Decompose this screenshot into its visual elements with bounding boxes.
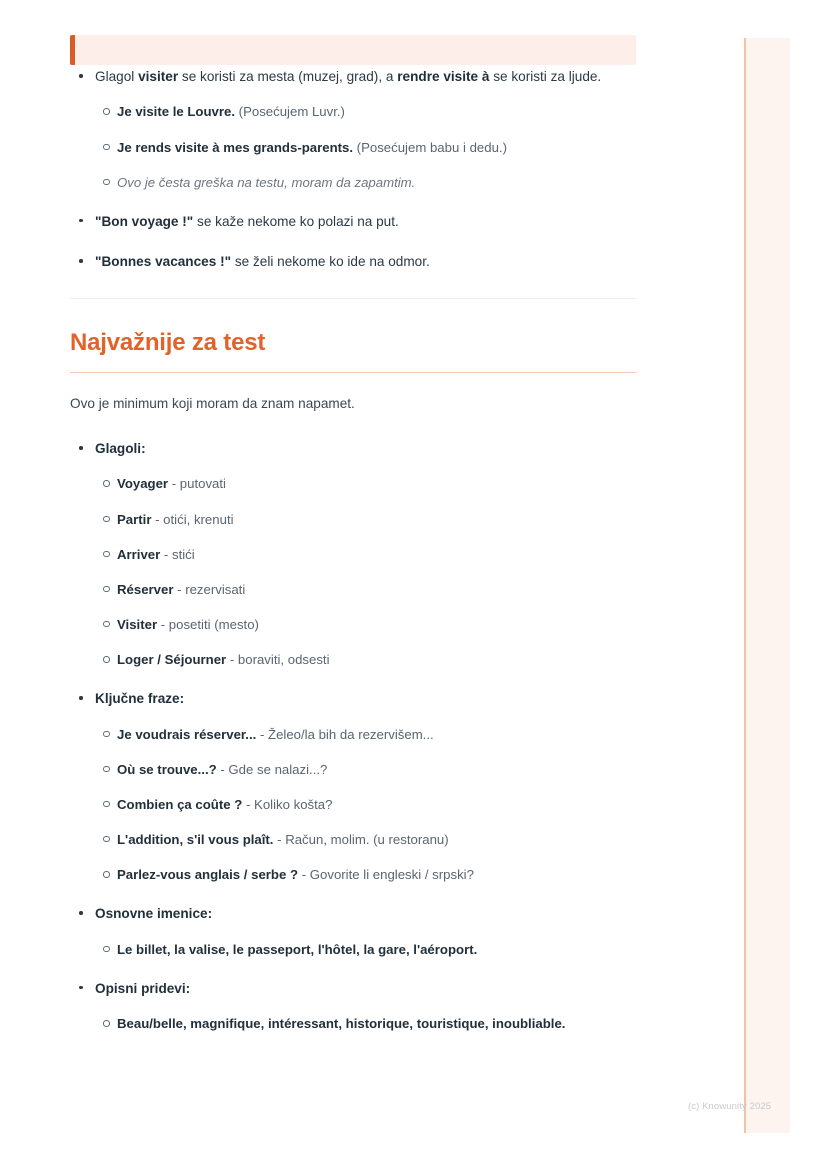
list-item [95, 473, 636, 494]
gloss-text: - rezervisati [173, 581, 246, 597]
term-text: Je rends visite à mes grands-parents. [117, 139, 354, 155]
term-text: Parlez-vous anglais / serbe ? [117, 867, 299, 883]
body-text: se koristi za mesta (muzej, grad), a [178, 69, 398, 84]
term-text: L'addition, s'il vous plaît. [117, 831, 274, 847]
gloss-text: - Gde se nalazi...? [216, 761, 328, 777]
body-text: se kaže nekome ko polazi na put. [193, 213, 399, 229]
term-text: Où se trouve...? [117, 761, 217, 777]
gloss-text: (Posećujem Luvr.) [235, 104, 345, 120]
term-text: Réserver [117, 581, 174, 597]
sub-list [95, 939, 636, 960]
sub-list [95, 473, 636, 670]
term-text: Combien ça coûte ? [117, 796, 243, 812]
term-text: Partir [117, 511, 152, 527]
list-item [95, 829, 636, 850]
section-intro: Ovo je minimum koji moram da znam napamet. [70, 396, 355, 412]
list-item [95, 509, 636, 530]
list-item [70, 902, 636, 960]
term-text: rendre visite à [397, 69, 490, 84]
right-decorative-panel [744, 38, 790, 1133]
highlight-callout [70, 35, 636, 65]
list-item [95, 759, 636, 780]
gloss-text: - posetiti (mesto) [157, 616, 259, 632]
gloss-text: - boraviti, odsesti [226, 652, 330, 668]
list-item [95, 939, 636, 960]
list-item [95, 137, 636, 158]
list-item [95, 864, 636, 885]
gloss-text: - Želeo/la bih da rezervišem... [256, 726, 434, 742]
term-text: Loger / Séjourner [117, 652, 227, 668]
sub-list [95, 724, 636, 886]
term-text: Voyager [117, 476, 169, 492]
gloss-text: - Koliko košta? [242, 796, 333, 812]
term-text: visiter [138, 69, 179, 84]
intro-list [70, 65, 636, 274]
group-label: Osnovne imenice: [95, 906, 213, 922]
gloss-text: - putovati [168, 476, 226, 492]
list-item [95, 649, 636, 670]
body-text: se želi nekome ko ide na odmor. [231, 254, 430, 270]
term-text: Beau/belle, magnifique, intéressant, historique, touristique, inoubliable. [117, 1016, 566, 1032]
note-text: Ovo je česta greška na testu, moram da zapamtim. [117, 174, 416, 190]
list-item [70, 250, 636, 273]
gloss-text: - otići, krenuti [151, 511, 234, 527]
list-item [95, 172, 636, 193]
list-item [95, 579, 636, 600]
term-text: "Bon voyage !" [95, 213, 194, 229]
list-item [95, 101, 636, 122]
list-item [70, 977, 636, 1035]
gloss-text: (Posećujem babu i dedu.) [353, 139, 507, 155]
sub-list [95, 1013, 636, 1034]
title-underline [70, 372, 636, 374]
list-item [95, 1013, 636, 1034]
list-item [95, 724, 636, 745]
term-text: "Bonnes vacances !" [95, 254, 232, 270]
list-item [70, 437, 636, 670]
gloss-text: - stići [160, 546, 195, 562]
page-title: Najvažnije za test [70, 328, 266, 356]
term-text: Je visite le Louvre. [117, 104, 236, 120]
body-text: se koristi za ljude. [489, 69, 602, 84]
term-text: Arriver [117, 546, 161, 562]
section-divider [70, 298, 636, 299]
body-text: Glagol [95, 69, 139, 84]
sub-list [95, 101, 636, 192]
group-label: Opisni pridevi: [95, 980, 191, 996]
group-label: Ključne fraze: [95, 691, 185, 707]
list-item [95, 614, 636, 635]
gloss-text: - Govorite li engleski / srpski? [298, 867, 474, 883]
gloss-text: - Račun, molim. (u restoranu) [273, 831, 449, 847]
list-item [95, 544, 636, 565]
term-text: Visiter [117, 616, 158, 632]
term-text: Je voudrais réserver... [117, 726, 257, 742]
list-item [70, 210, 636, 233]
vocabulary-list [70, 437, 636, 1034]
list-item [70, 687, 636, 885]
list-item [95, 794, 636, 815]
group-label: Glagoli: [95, 441, 146, 457]
list-item [70, 65, 636, 193]
term-text: Le billet, la valise, le passeport, l'hôtel, la gare, l'aéroport. [117, 941, 478, 957]
document-content [70, 0, 636, 1051]
watermark: (c) Knowunity 2025 [688, 1101, 772, 1112]
